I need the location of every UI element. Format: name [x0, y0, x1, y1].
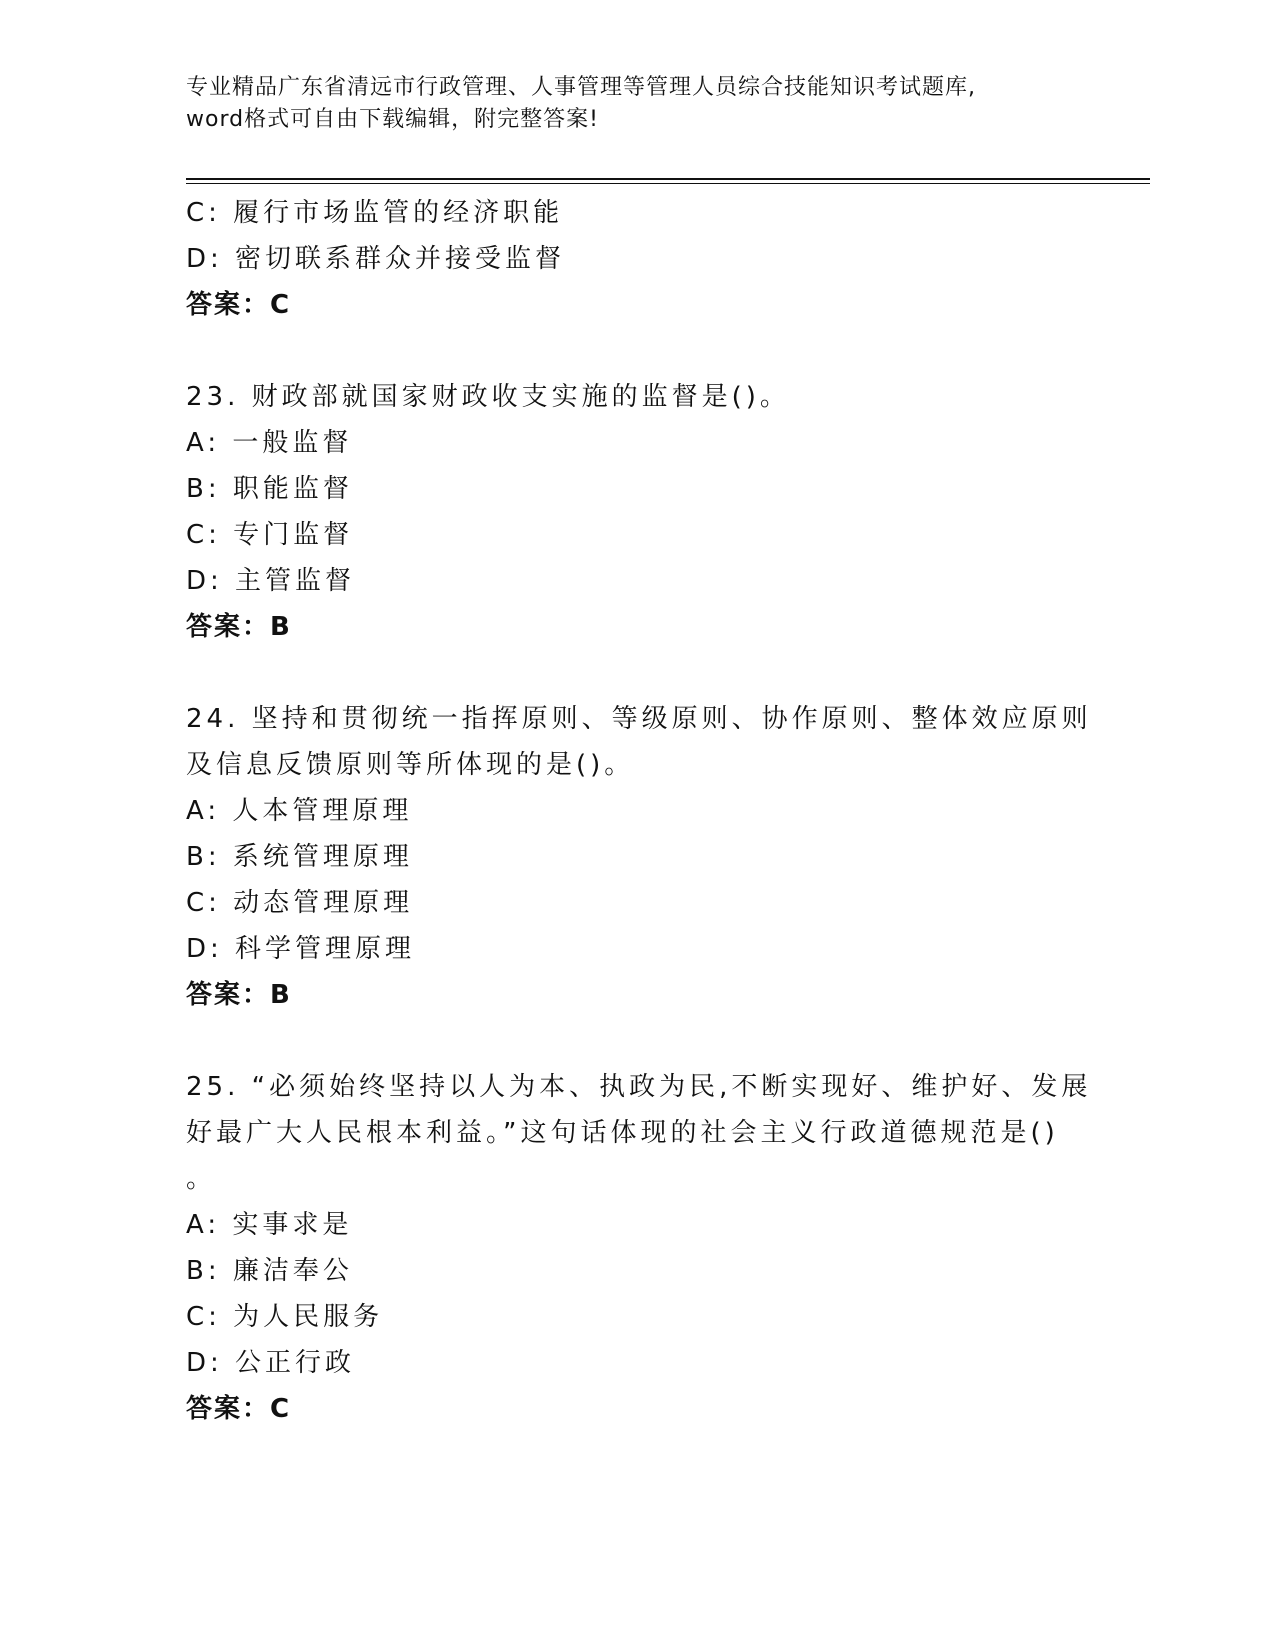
question-stem-line-2: 及信息反馈原则等所体现的是()。	[186, 750, 635, 780]
spacer	[186, 328, 1086, 374]
header-line-2: word格式可自由下载编辑，附完整答案!	[186, 107, 599, 132]
option-a: A: 一般监督	[186, 428, 353, 458]
option-b: B: 职能监督	[186, 474, 353, 504]
question-list	[186, 190, 1092, 1432]
option-a: A: 实事求是	[186, 1210, 353, 1240]
option-d: D: 科学管理原理	[186, 934, 416, 964]
option-d: D: 密切联系群众并接受监督	[186, 244, 566, 274]
spacer	[186, 650, 1086, 696]
answer: 答案：B	[186, 980, 292, 1010]
option-c: C: 为人民服务	[186, 1302, 384, 1332]
option-c: C: 履行市场监管的经济职能	[186, 198, 564, 228]
option-a: A: 人本管理原理	[186, 796, 413, 826]
answer: 答案：B	[186, 612, 292, 642]
header-divider-thin	[186, 183, 1150, 184]
page-header	[186, 72, 1066, 136]
option-b: B: 系统管理原理	[186, 842, 413, 872]
question-stem-line-1: 24. 坚持和贯彻统一指挥原则、等级原则、协作原则、整体效应原则	[186, 704, 1092, 734]
question-stem-line-3: 。	[186, 1164, 217, 1194]
question-24	[186, 696, 1092, 1018]
question-stem: 23. 财政部就国家财政收支实施的监督是()。	[186, 382, 790, 412]
question-stem-line-2: 好最广大人民根本利益。”这句话体现的社会主义行政道德规范是()	[186, 1118, 1059, 1148]
option-c: C: 动态管理原理	[186, 888, 414, 918]
answer: 答案：C	[186, 1394, 292, 1424]
header-line-1: 专业精品广东省清远市行政管理、人事管理等管理人员综合技能知识考试题库,	[186, 75, 976, 100]
header-divider-thick	[186, 178, 1150, 180]
option-d: D: 公正行政	[186, 1348, 356, 1378]
question-25	[186, 1064, 1092, 1432]
question-23	[186, 374, 1086, 650]
question-22-tail	[186, 190, 1086, 328]
question-stem-line-1: 25. “必须始终坚持以人为本、执政为民,不断实现好、维护好、发展	[186, 1072, 1092, 1102]
option-b: B: 廉洁奉公	[186, 1256, 353, 1286]
answer: 答案：C	[186, 290, 292, 320]
option-c: C: 专门监督	[186, 520, 354, 550]
spacer	[186, 1018, 1086, 1064]
option-d: D: 主管监督	[186, 566, 356, 596]
